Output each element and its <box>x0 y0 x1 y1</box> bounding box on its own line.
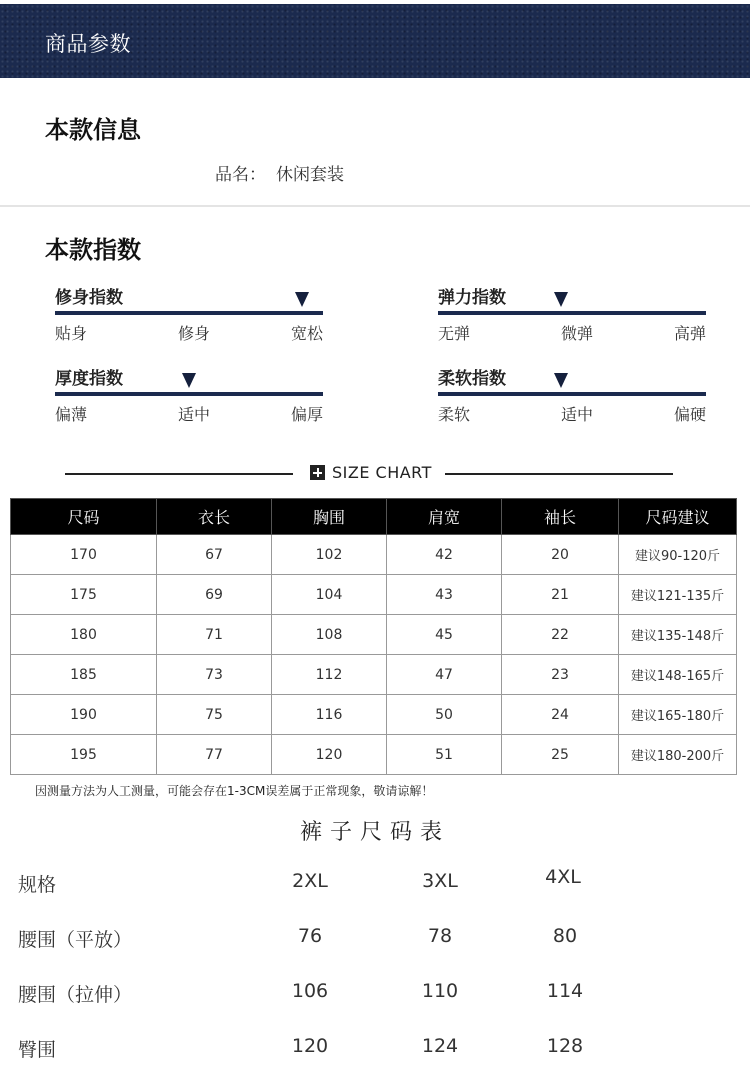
pants-chart-title: 裤子尺码表 <box>299 820 450 845</box>
table-cell: 42 <box>387 535 502 575</box>
meter-bar <box>438 392 706 396</box>
pants-cell: 80 <box>552 925 578 947</box>
table-row <box>11 735 737 775</box>
pants-row-label: 腰围（拉伸） <box>18 984 133 1006</box>
pants-header-row <box>0 866 750 910</box>
table-cell: 185 <box>11 655 157 695</box>
table-cell: 67 <box>157 535 272 575</box>
table-cell: 69 <box>157 575 272 615</box>
table-header-cell: 胸围 <box>272 499 387 535</box>
header-banner <box>0 4 750 78</box>
pants-cell: 128 <box>546 1035 584 1057</box>
measurement-note: 因测量方法为人工测量，可能会存在1-3CM误差属于正常现象，敬请谅解！ <box>35 784 434 798</box>
table-cell: 25 <box>502 735 619 775</box>
table-cell: 建议121-135斤 <box>619 575 737 615</box>
meter-arrow-icon <box>554 292 568 307</box>
table-header-cell: 尺码 <box>11 499 157 535</box>
table-header-cell: 袖长 <box>502 499 619 535</box>
meter-label-low: 贴身 <box>55 324 88 343</box>
pants-size-header: 2XL <box>292 870 328 892</box>
meter-bar <box>55 311 323 315</box>
table-cell: 112 <box>272 655 387 695</box>
table-header-cell: 衣长 <box>157 499 272 535</box>
table-cell: 21 <box>502 575 619 615</box>
pants-cell: 78 <box>427 925 453 947</box>
meter-arrow-icon <box>182 373 196 388</box>
pants-row-label: 腰围（平放） <box>18 929 133 951</box>
size-chart-rule-left <box>65 473 293 475</box>
table-header-cell: 肩宽 <box>387 499 502 535</box>
table-cell: 104 <box>272 575 387 615</box>
table-cell: 建议135-148斤 <box>619 615 737 655</box>
table-cell: 170 <box>11 535 157 575</box>
table-cell: 43 <box>387 575 502 615</box>
info-section-title: 本款信息 <box>45 116 141 144</box>
table-cell: 24 <box>502 695 619 735</box>
table-cell: 50 <box>387 695 502 735</box>
meter-label-high: 高弹 <box>673 324 706 343</box>
meter-name: 柔软指数 <box>438 369 506 389</box>
table-cell: 建议180-200斤 <box>619 735 737 775</box>
table-row <box>11 695 737 735</box>
size-chart-heading-text: SIZE CHART <box>332 463 432 482</box>
pants-row <box>0 980 750 1020</box>
meter-label-high: 偏厚 <box>290 405 323 424</box>
pants-row-label: 臀围 <box>18 1039 57 1061</box>
meter-name: 厚度指数 <box>55 369 123 389</box>
table-cell: 45 <box>387 615 502 655</box>
plus-icon <box>310 465 325 480</box>
table-cell: 71 <box>157 615 272 655</box>
table-cell: 77 <box>157 735 272 775</box>
meter-label-mid: 适中 <box>560 405 593 424</box>
meter-bar <box>438 311 706 315</box>
table-cell: 175 <box>11 575 157 615</box>
table-cell: 190 <box>11 695 157 735</box>
size-chart-rule-right <box>445 473 673 475</box>
table-cell: 建议90-120斤 <box>619 535 737 575</box>
product-name-label: 品名： <box>215 165 266 185</box>
size-chart-table <box>10 498 737 775</box>
table-cell: 73 <box>157 655 272 695</box>
table-cell: 180 <box>11 615 157 655</box>
pants-cell: 114 <box>546 980 584 1002</box>
pants-cell: 110 <box>421 980 459 1002</box>
product-name-line <box>215 160 354 185</box>
meter-label-mid: 修身 <box>177 324 210 343</box>
table-row <box>11 535 737 575</box>
meter-bar <box>55 392 323 396</box>
table-row <box>11 575 737 615</box>
meter-label-low: 柔软 <box>438 405 471 424</box>
pants-size-header: 3XL <box>422 870 458 892</box>
size-chart-heading <box>310 463 432 482</box>
table-row <box>11 655 737 695</box>
table-cell: 47 <box>387 655 502 695</box>
index-section-title: 本款指数 <box>45 236 141 264</box>
meter-label-high: 偏硬 <box>673 405 706 424</box>
table-cell: 建议165-180斤 <box>619 695 737 735</box>
pants-spec-label: 规格 <box>18 874 57 896</box>
pants-row <box>0 1035 750 1075</box>
banner-title: 商品参数 <box>45 32 131 56</box>
pants-cell: 120 <box>291 1035 329 1057</box>
product-name-value: 休闲套装 <box>276 165 344 185</box>
table-cell: 建议148-165斤 <box>619 655 737 695</box>
table-cell: 102 <box>272 535 387 575</box>
table-row <box>11 615 737 655</box>
table-cell: 120 <box>272 735 387 775</box>
meter-name: 弹力指数 <box>438 288 506 308</box>
table-cell: 116 <box>272 695 387 735</box>
pants-cell: 106 <box>291 980 329 1002</box>
pants-size-header: 4XL <box>545 866 581 888</box>
table-cell: 22 <box>502 615 619 655</box>
table-cell: 195 <box>11 735 157 775</box>
table-header-cell: 尺码建议 <box>619 499 737 535</box>
pants-row <box>0 925 750 965</box>
table-cell: 20 <box>502 535 619 575</box>
meter-label-mid: 适中 <box>177 405 210 424</box>
pants-cell: 124 <box>421 1035 459 1057</box>
table-cell: 108 <box>272 615 387 655</box>
table-cell: 23 <box>502 655 619 695</box>
meter-label-low: 无弹 <box>438 324 471 343</box>
meter-label-mid: 微弹 <box>560 324 593 343</box>
table-cell: 75 <box>157 695 272 735</box>
table-header-row <box>11 499 737 535</box>
table-cell: 51 <box>387 735 502 775</box>
pants-cell: 76 <box>297 925 323 947</box>
meter-label-low: 偏薄 <box>55 405 88 424</box>
meter-arrow-icon <box>295 292 309 307</box>
meter-arrow-icon <box>554 373 568 388</box>
meter-label-high: 宽松 <box>290 324 323 343</box>
meter-name: 修身指数 <box>55 288 123 308</box>
section-divider <box>0 205 750 207</box>
